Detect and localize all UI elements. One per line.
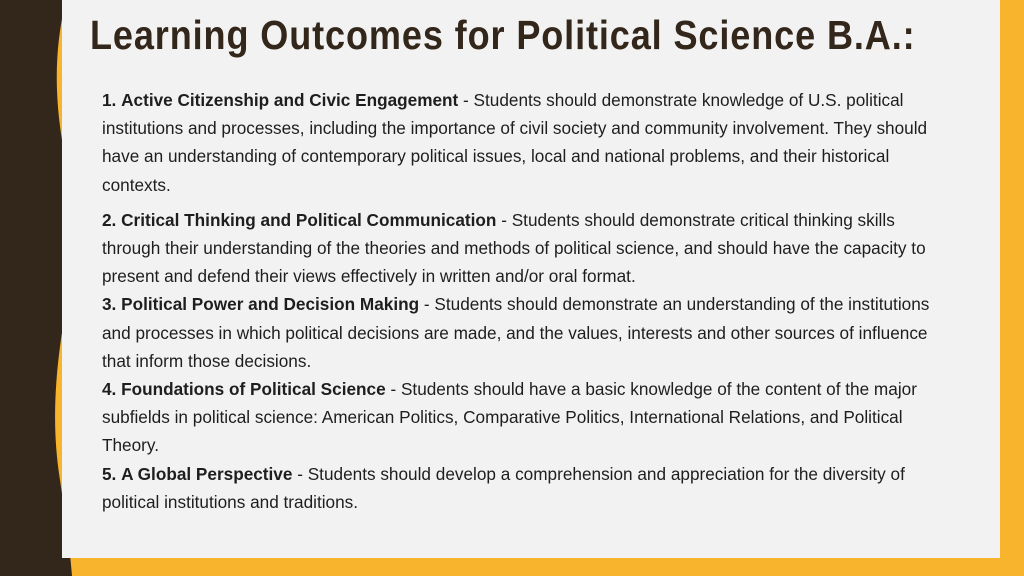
outcome-separator: - xyxy=(419,294,435,315)
outcome-description: Students should develop a comprehension and appreciation for the diversity of political institutions and traditions. xyxy=(102,463,905,512)
outcome-number: 3. xyxy=(102,294,117,315)
outcome-separator: - xyxy=(458,90,474,110)
outcome-heading: Political Power and Decision Making xyxy=(121,294,420,315)
outcome-description: Students should have a basic knowledge of the content of the major subfields in political science: American Politics, Comparative Politics, International Relations, and Political Theory. xyxy=(102,379,917,456)
outcome-number: 1. xyxy=(102,90,117,110)
outcome-item xyxy=(102,375,938,460)
outcome-number: 4. xyxy=(102,379,117,400)
outcome-heading: Foundations of Political Science xyxy=(121,379,386,400)
outcome-description: Students should demonstrate knowledge of U.S. political institutions and processes, including the importance of civil society and community involvement. They should have an understanding of contemporary political issues, local and national problems, and their historical contexts. xyxy=(102,90,928,195)
outcome-heading: Active Citizenship and Civic Engagement xyxy=(121,90,459,110)
outcomes-list xyxy=(102,86,938,516)
outcome-item xyxy=(102,86,938,199)
outcome-number: 5. xyxy=(102,463,117,484)
outcome-item xyxy=(102,290,938,375)
outcome-separator: - xyxy=(385,379,401,400)
outcome-heading: Critical Thinking and Political Communication xyxy=(121,209,497,230)
outcome-separator: - xyxy=(496,209,512,230)
slide-title: Learning Outcomes for Political Science B.A.: xyxy=(90,12,916,58)
outcome-separator: - xyxy=(292,463,308,484)
outcome-description: Students should demonstrate an understanding of the institutions and processes in which political decisions are made, and the values, interests and other sources of influence that inform those decisions. xyxy=(102,294,930,371)
outcome-item xyxy=(102,460,938,516)
outcome-heading: A Global Perspective xyxy=(121,463,293,484)
outcome-description: Students should demonstrate critical thinking skills through their understanding of the theories and methods of political science, and should have the capacity to present and defend their views effectively in written and/or oral format. xyxy=(102,209,926,287)
outcome-item xyxy=(102,206,938,291)
outcome-number: 2. xyxy=(102,209,117,230)
